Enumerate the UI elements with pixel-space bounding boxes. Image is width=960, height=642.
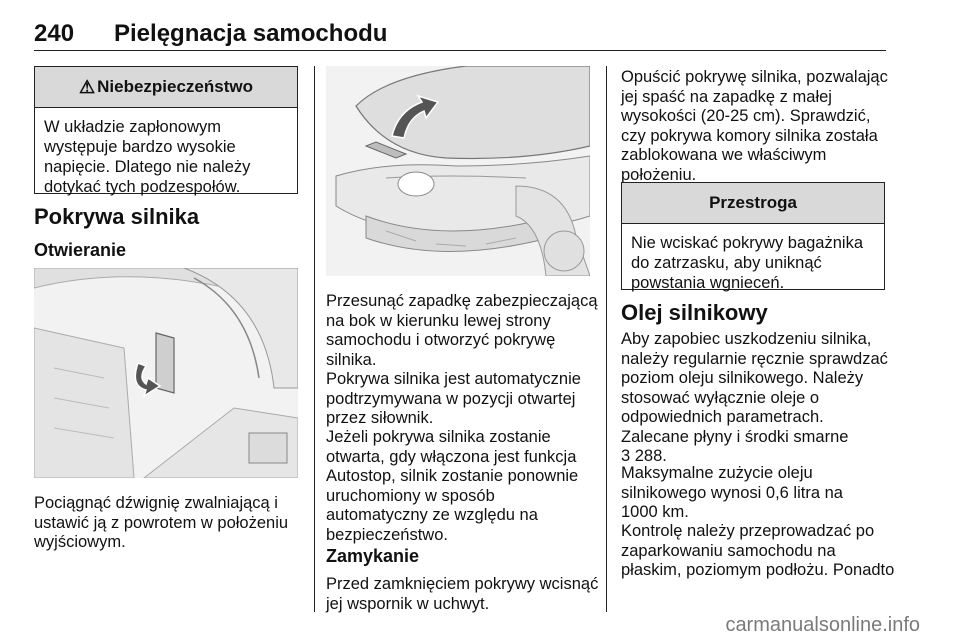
text-line: odpowiednich parametrach. xyxy=(621,408,824,426)
text-line: zaparkowaniu samochodu na xyxy=(621,541,836,560)
caution-box-body xyxy=(622,224,884,302)
text-line: silnika. xyxy=(326,350,377,369)
section-title-hood: Pokrywa silnika xyxy=(34,204,200,229)
text-line: płaskim, poziomym podłożu. Ponadto xyxy=(621,561,895,579)
text-line: wysokości (20-25 cm). Sprawdzić, xyxy=(621,107,871,125)
watermark: carmanualsonline.info xyxy=(725,614,920,636)
page-header xyxy=(34,14,886,51)
caution-line: Nie wciskać pokrywy bagażnika xyxy=(631,234,864,252)
col1-paragraph xyxy=(34,494,288,553)
text-line: jej spaść na zapadkę z małej xyxy=(621,87,832,106)
page-title: Pielęgnacja samochodu xyxy=(114,20,388,47)
release-lever-illustration xyxy=(34,268,298,478)
text-line: Przesunąć zapadkę zabezpieczającą xyxy=(326,292,598,310)
text-line: stosować wyłącznie oleje o xyxy=(621,388,820,407)
text-line: wyjściowym. xyxy=(34,533,126,551)
text-line: Aby zapobiec uszkodzeniu silnika, xyxy=(621,330,872,348)
text-line: silnikowego wynosi 0,6 litra na xyxy=(621,483,843,502)
danger-box-body xyxy=(35,108,297,206)
caution-box-header xyxy=(622,183,884,224)
text-line: uruchomiony w sposób xyxy=(326,486,495,505)
opening-heading: Otwieranie xyxy=(34,240,127,260)
col2-paragraph-3 xyxy=(326,428,578,545)
text-line: Kontrolę należy przeprowadzać po xyxy=(621,522,875,540)
danger-line: występuje bardzo wysokie xyxy=(44,138,236,156)
caution-line: powstania wgnieceń. xyxy=(631,274,785,292)
column-divider-1 xyxy=(314,66,315,612)
text-line: samochodu i otworzyć pokrywę xyxy=(326,331,556,349)
col2-paragraph-1 xyxy=(326,292,598,370)
text-line: na bok w kierunku lewej strony xyxy=(326,311,551,330)
text-line: Autostop, silnik zostanie ponownie xyxy=(326,467,579,485)
warning-triangle-icon: ⚠ xyxy=(78,76,96,97)
text-line: zablokowana we właściwym xyxy=(621,146,827,164)
text-line: Pokrywa silnika jest automatycznie xyxy=(326,370,581,388)
oil-paragraph-1 xyxy=(621,330,888,467)
text-line: 1000 km. xyxy=(621,503,689,521)
text-line: czy pokrywa komory silnika została xyxy=(621,126,878,145)
oil-paragraph-3 xyxy=(621,522,894,581)
text-line: Zalecane płyny i środki smarne xyxy=(621,427,849,446)
caution-line: do zatrzasku, aby uniknąć xyxy=(631,254,822,272)
text-line: Maksymalne zużycie oleju xyxy=(621,464,813,482)
danger-line: W układzie zapłonowym xyxy=(44,118,221,136)
closing-heading: Zamykanie xyxy=(326,546,420,566)
text-line: bezpieczeństwo. xyxy=(326,525,448,544)
text-line: położeniu. xyxy=(621,165,697,184)
oil-paragraph-2 xyxy=(621,464,843,523)
text-line: Opuścić pokrywę silnika, pozwalając xyxy=(621,68,888,86)
caution-box-title: Przestroga xyxy=(709,193,797,212)
text-line: przez siłownik. xyxy=(326,409,434,427)
danger-line: napięcie. Dlatego nie należy xyxy=(44,158,251,176)
text-line: Pociągnąć dźwignię zwalniającą i xyxy=(34,494,278,512)
text-line: podtrzymywana w pozycji otwartej xyxy=(326,389,576,408)
text-line: Przed zamknięciem pokrywy wcisnąć xyxy=(326,575,599,593)
hood-latch-illustration xyxy=(326,66,590,276)
danger-line: dotykać tych podzespołów. xyxy=(44,178,241,196)
text-line: jej wspornik w uchwyt. xyxy=(326,594,490,613)
column-divider-2 xyxy=(606,66,607,612)
text-line: otwarta, gdy włączona jest funkcja xyxy=(326,447,577,466)
danger-box-title: Niebezpieczeństwo xyxy=(97,77,253,96)
page-reference-link[interactable]: 3 288. xyxy=(621,447,667,465)
text-line: Jeżeli pokrywa silnika zostanie xyxy=(326,428,551,446)
col3-paragraph-1 xyxy=(621,68,888,185)
text-line: automatyczny ze względu na xyxy=(326,506,538,524)
text-line: należy regularnie ręcznie sprawdzać xyxy=(621,349,888,368)
section-title-oil: Olej silnikowy xyxy=(621,300,768,325)
text-line: poziom oleju silnikowego. Należy xyxy=(621,369,864,387)
page-number: 240 xyxy=(34,20,75,47)
danger-box xyxy=(34,66,298,194)
danger-box-header xyxy=(35,67,297,108)
col2-paragraph-4 xyxy=(326,575,598,614)
col2-paragraph-2 xyxy=(326,370,581,429)
caution-box xyxy=(621,182,885,290)
text-line: ustawić ją z powrotem w położeniu xyxy=(34,513,289,532)
